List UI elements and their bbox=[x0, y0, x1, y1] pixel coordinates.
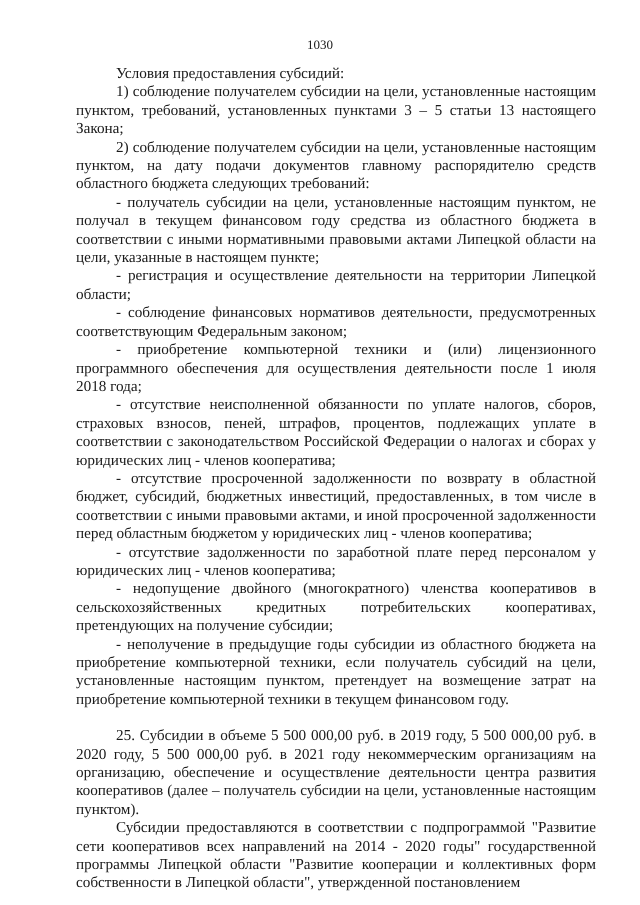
paragraph-requirement-no-other-funds: - получатель субсидии на цели, установленные настоящим пунктом, не получал в текущем финансовом году средства из областного бюджета в соответствии с иными нормативными правовыми актами Липецкой области на цели, указанные в настоящем пункте; bbox=[76, 193, 596, 267]
paragraph-requirement-computer-purchase: - приобретение компьютерной техники и (или) лицензионного программного обеспечения для осуществления деятельности после 1 июля 2018 года; bbox=[76, 341, 596, 395]
paragraph-requirement-no-salary-debt: - отсутствие задолженности по заработной плате перед персоналом у юридических лиц - членов кооператива; bbox=[76, 543, 596, 579]
document-body bbox=[76, 65, 596, 893]
paragraph-condition-2: 2) соблюдение получателем субсидии на цели, установленные настоящим пунктом, на дату подачи документов главному распорядителю средств областного бюджета следующих требований: bbox=[76, 138, 596, 193]
paragraph-requirement-registration: - регистрация и осуществление деятельности на территории Липецкой области; bbox=[76, 267, 596, 303]
paragraph-requirement-no-tax-debt: - отсутствие неисполненной обязанности по уплате налогов, сборов, страховых взносов, пеней, штрафов, процентов, подлежащих уплате в соответствии с законодательством Российской Федерации о налогах и сборах у юридических лиц - членов кооператива; bbox=[76, 396, 596, 469]
paragraph-requirement-no-previous-subsidy: - неполучение в предыдущие годы субсидии из областного бюджета на приобретение компьютерной техники, если получатель субсидий на цели, установленные настоящим пунктом, претендует на возмещение затрат на приобретение компьютерной техники в текущем финансовом году. bbox=[76, 635, 596, 708]
paragraph-requirement-no-overdue-debt: - отсутствие просроченной задолженности по возврату в областной бюджет, субсидий, бюджетных инвестиций, предоставленных, в том числе в соответствии с иными правовыми актами, и иной просроченной задолженности перед областным бюджетом у юридических лиц - членов кооператива; bbox=[76, 469, 596, 543]
page-number: 1030 bbox=[307, 37, 333, 52]
paragraph-requirement-financial-norms: - соблюдение финансовых нормативов деятельности, предусмотренных соответствующим Федеральным законом; bbox=[76, 304, 596, 340]
paragraph-conditions-heading: Условия предоставления субсидий: bbox=[116, 65, 345, 82]
paragraph-requirement-no-double-membership: - недопущение двойного (многократного) членства кооперативов в сельскохозяйственных кредитных потребительских кооперативах, претендующих на получение субсидии; bbox=[76, 580, 596, 635]
paragraph-subsidy-basis: Субсидии предоставляются в соответствии с подпрограммой "Развитие сети кооперативов всех направлений на 2014 - 2020 годы" государственной программы Липецкой области "Развитие кооперации и коллективных форм собственности в Липецкой области", утвержденной постановлением bbox=[76, 819, 596, 892]
paragraph-item-25: 25. Субсидии в объеме 5 500 000,00 руб. в 2019 году, 5 500 000,00 руб. в 2020 году, 5 500 000,00 руб. в 2021 году некоммерческим организациям на организацию, обеспечение и осуществление деятельности центра развития кооперативов (далее – получатель субсидии на цели, установленные настоящим пунктом). bbox=[76, 727, 596, 818]
paragraph-condition-1: 1) соблюдение получателем субсидии на цели, установленные настоящим пунктом, требований, установленных пунктами 3 – 5 статьи 13 настоящего Закона; bbox=[76, 83, 596, 138]
